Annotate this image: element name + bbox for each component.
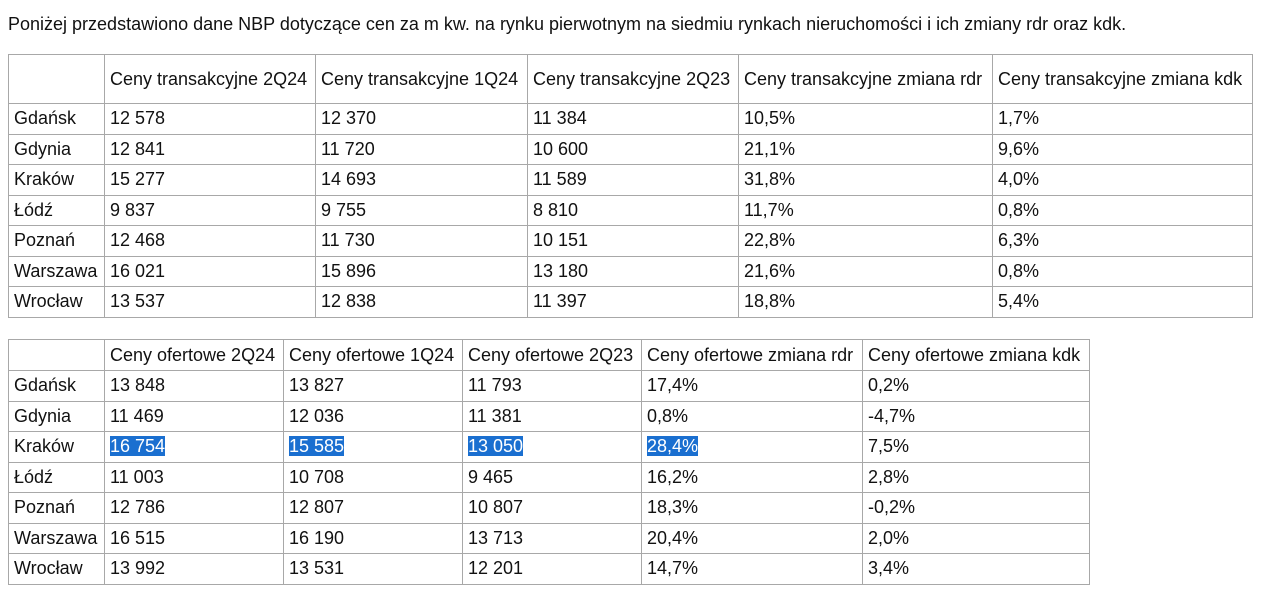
table-cell: 0,8% <box>993 195 1253 226</box>
table-cell: 13 713 <box>463 523 642 554</box>
table-cell[interactable] <box>105 432 284 463</box>
table-cell: 10 708 <box>284 462 463 493</box>
table-cell: 11 589 <box>528 165 739 196</box>
table-cell: 22,8% <box>739 226 993 257</box>
table-cell: 3,4% <box>863 554 1090 585</box>
column-header-offer-2q24: Ceny ofertowe 2Q24 <box>105 340 284 371</box>
table-row <box>9 195 1253 226</box>
table-cell: 11,7% <box>739 195 993 226</box>
table-row <box>9 165 1253 196</box>
column-header-transaction-2q23: Ceny transakcyjne 2Q23 <box>528 55 739 104</box>
selected-text[interactable]: 15 585 <box>289 436 345 457</box>
table-cell: 12 201 <box>463 554 642 585</box>
column-header-city <box>9 340 105 371</box>
column-header-transaction-change-yoy: Ceny transakcyjne zmiana rdr <box>739 55 993 104</box>
table-cell: 18,3% <box>642 493 863 524</box>
table-row <box>9 134 1253 165</box>
table-cell: 20,4% <box>642 523 863 554</box>
table-cell: 18,8% <box>739 287 993 318</box>
table-cell: 13 848 <box>105 371 284 402</box>
table-cell: 16 021 <box>105 256 316 287</box>
city-cell: Łódź <box>9 195 105 226</box>
table-cell: 13 531 <box>284 554 463 585</box>
city-cell: Gdynia <box>9 134 105 165</box>
table-row <box>9 226 1253 257</box>
column-header-offer-change-yoy: Ceny ofertowe zmiana rdr <box>642 340 863 371</box>
city-cell: Poznań <box>9 226 105 257</box>
table-cell: 13 827 <box>284 371 463 402</box>
table-cell: 12 838 <box>316 287 528 318</box>
table-cell: 11 469 <box>105 401 284 432</box>
table-row <box>9 371 1090 402</box>
table-cell: 12 578 <box>105 104 316 135</box>
table-cell: 16,2% <box>642 462 863 493</box>
table-row <box>9 287 1253 318</box>
table-cell: 12 786 <box>105 493 284 524</box>
table-header-row <box>9 340 1090 371</box>
table-cell: 0,8% <box>642 401 863 432</box>
transaction-prices-table <box>8 54 1253 318</box>
city-cell: Gdańsk <box>9 371 105 402</box>
table-cell: 16 515 <box>105 523 284 554</box>
table-row <box>9 523 1090 554</box>
table-row <box>9 462 1090 493</box>
table-cell: 14 693 <box>316 165 528 196</box>
table-cell: 15 896 <box>316 256 528 287</box>
table-cell: -4,7% <box>863 401 1090 432</box>
table-cell: 11 381 <box>463 401 642 432</box>
table-cell: 5,4% <box>993 287 1253 318</box>
table-cell: 10 151 <box>528 226 739 257</box>
table-cell: 11 720 <box>316 134 528 165</box>
column-header-transaction-2q24: Ceny transakcyjne 2Q24 <box>105 55 316 104</box>
table-row <box>9 432 1090 463</box>
table-cell: 12 807 <box>284 493 463 524</box>
city-cell: Wrocław <box>9 287 105 318</box>
table-cell: 9 755 <box>316 195 528 226</box>
city-cell: Poznań <box>9 493 105 524</box>
table-cell[interactable] <box>284 432 463 463</box>
city-cell: Gdynia <box>9 401 105 432</box>
city-cell: Warszawa <box>9 256 105 287</box>
table-cell: 11 003 <box>105 462 284 493</box>
table-cell: 12 841 <box>105 134 316 165</box>
table-cell[interactable] <box>642 432 863 463</box>
city-cell: Kraków <box>9 432 105 463</box>
table-cell: 16 190 <box>284 523 463 554</box>
table-cell: -0,2% <box>863 493 1090 524</box>
table-row <box>9 256 1253 287</box>
table-cell: 11 793 <box>463 371 642 402</box>
column-header-city <box>9 55 105 104</box>
table-cell: 13 180 <box>528 256 739 287</box>
table-cell: 8 810 <box>528 195 739 226</box>
table-cell: 11 730 <box>316 226 528 257</box>
table-cell: 4,0% <box>993 165 1253 196</box>
table-cell: 10 807 <box>463 493 642 524</box>
table-cell: 1,7% <box>993 104 1253 135</box>
table-cell: 9 837 <box>105 195 316 226</box>
selected-text[interactable]: 16 754 <box>110 436 166 457</box>
city-cell: Warszawa <box>9 523 105 554</box>
table-cell: 10 600 <box>528 134 739 165</box>
table-cell: 10,5% <box>739 104 993 135</box>
table-cell: 21,1% <box>739 134 993 165</box>
table-cell: 15 277 <box>105 165 316 196</box>
table-cell: 14,7% <box>642 554 863 585</box>
table-cell: 13 537 <box>105 287 316 318</box>
table-cell: 9 465 <box>463 462 642 493</box>
table-cell: 0,2% <box>863 371 1090 402</box>
table-cell: 2,0% <box>863 523 1090 554</box>
intro-text: Poniżej przedstawiono dane NBP dotyczące cen za m kw. na rynku pierwotnym na siedmiu rynkach nieruchomości i ich zmiany rdr oraz kdk. <box>8 14 1127 34</box>
table-cell: 9,6% <box>993 134 1253 165</box>
selected-text[interactable]: 28,4% <box>647 436 699 457</box>
table-cell: 21,6% <box>739 256 993 287</box>
column-header-offer-2q23: Ceny ofertowe 2Q23 <box>463 340 642 371</box>
table-cell: 31,8% <box>739 165 993 196</box>
table-row <box>9 493 1090 524</box>
table-cell: 17,4% <box>642 371 863 402</box>
city-cell: Gdańsk <box>9 104 105 135</box>
column-header-offer-change-qoq: Ceny ofertowe zmiana kdk <box>863 340 1090 371</box>
city-cell: Kraków <box>9 165 105 196</box>
table-cell: 12 036 <box>284 401 463 432</box>
table-cell: 0,8% <box>993 256 1253 287</box>
column-header-transaction-change-qoq: Ceny transakcyjne zmiana kdk <box>993 55 1253 104</box>
table-cell: 11 397 <box>528 287 739 318</box>
table-cell: 7,5% <box>863 432 1090 463</box>
table-row <box>9 401 1090 432</box>
column-header-offer-1q24: Ceny ofertowe 1Q24 <box>284 340 463 371</box>
table-row <box>9 554 1090 585</box>
selected-text[interactable]: 13 050 <box>468 436 524 457</box>
table-row <box>9 104 1253 135</box>
table-cell: 2,8% <box>863 462 1090 493</box>
column-header-transaction-1q24: Ceny transakcyjne 1Q24 <box>316 55 528 104</box>
table-cell: 11 384 <box>528 104 739 135</box>
table-cell[interactable] <box>463 432 642 463</box>
table-cell: 12 468 <box>105 226 316 257</box>
city-cell: Wrocław <box>9 554 105 585</box>
table-cell: 13 992 <box>105 554 284 585</box>
table-cell: 6,3% <box>993 226 1253 257</box>
table-header-row <box>9 55 1253 104</box>
offer-prices-table <box>8 339 1090 585</box>
table-cell: 12 370 <box>316 104 528 135</box>
city-cell: Łódź <box>9 462 105 493</box>
